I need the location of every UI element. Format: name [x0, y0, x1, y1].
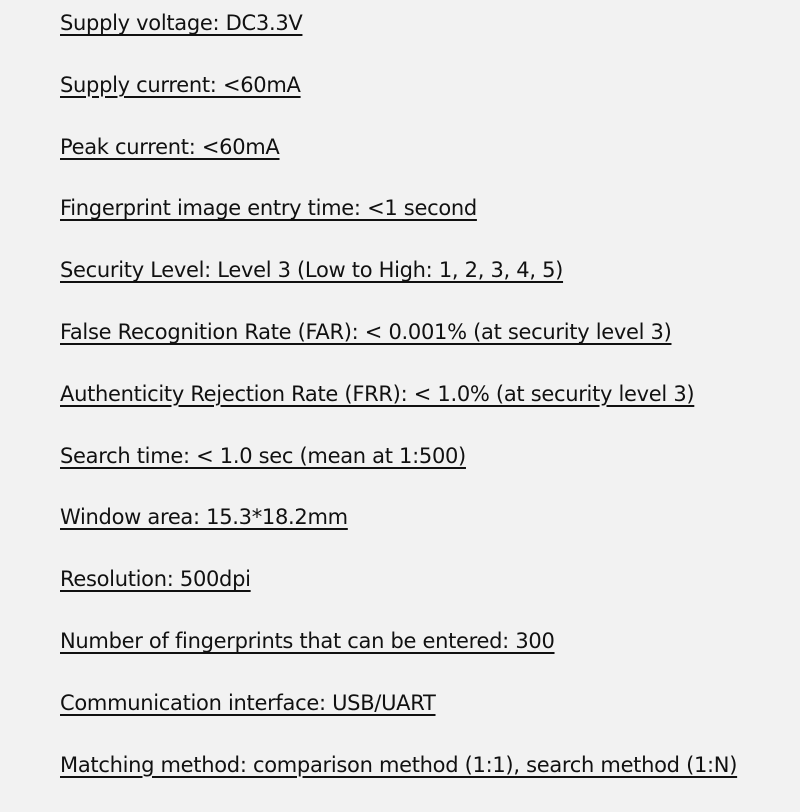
spec-text: Matching method: comparison method (1:1), search method (1:N) [60, 752, 738, 777]
spec-item-window-area [60, 503, 737, 565]
spec-text: Authenticity Rejection Rate (FRR): < 1.0% (at security level 3) [60, 381, 695, 406]
spec-item-communication-interface [60, 689, 737, 751]
spec-item-security-level [60, 256, 737, 318]
spec-list [60, 9, 737, 812]
spec-item-supply-voltage [60, 9, 737, 71]
spec-text: Peak current: <60mA [60, 134, 280, 159]
spec-item-peak-current [60, 133, 737, 195]
spec-item-matching-method [60, 751, 737, 812]
spec-text: Fingerprint image entry time: <1 second [60, 196, 477, 221]
spec-text: Communication interface: USB/UART [60, 690, 436, 715]
spec-text: False Recognition Rate (FAR): < 0.001% (at security level 3) [60, 319, 672, 344]
spec-text: Supply current: <60mA [60, 72, 301, 97]
spec-item-resolution [60, 565, 737, 627]
spec-item-fingerprint-capacity [60, 627, 737, 689]
spec-item-search-time [60, 442, 737, 504]
spec-text: Supply voltage: DC3.3V [60, 11, 303, 35]
spec-text: Security Level: Level 3 (Low to High: 1, 2, 3, 4, 5) [60, 258, 564, 283]
spec-item-frr [60, 380, 737, 442]
spec-text: Window area: 15.3*18.2mm [60, 505, 348, 530]
spec-item-image-entry-time [60, 194, 737, 256]
spec-text: Search time: < 1.0 sec (mean at 1:500) [60, 443, 466, 468]
spec-text: Number of fingerprints that can be entered: 300 [60, 628, 555, 653]
spec-item-supply-current [60, 71, 737, 133]
spec-text: Resolution: 500dpi [60, 567, 251, 592]
spec-item-far [60, 318, 737, 380]
